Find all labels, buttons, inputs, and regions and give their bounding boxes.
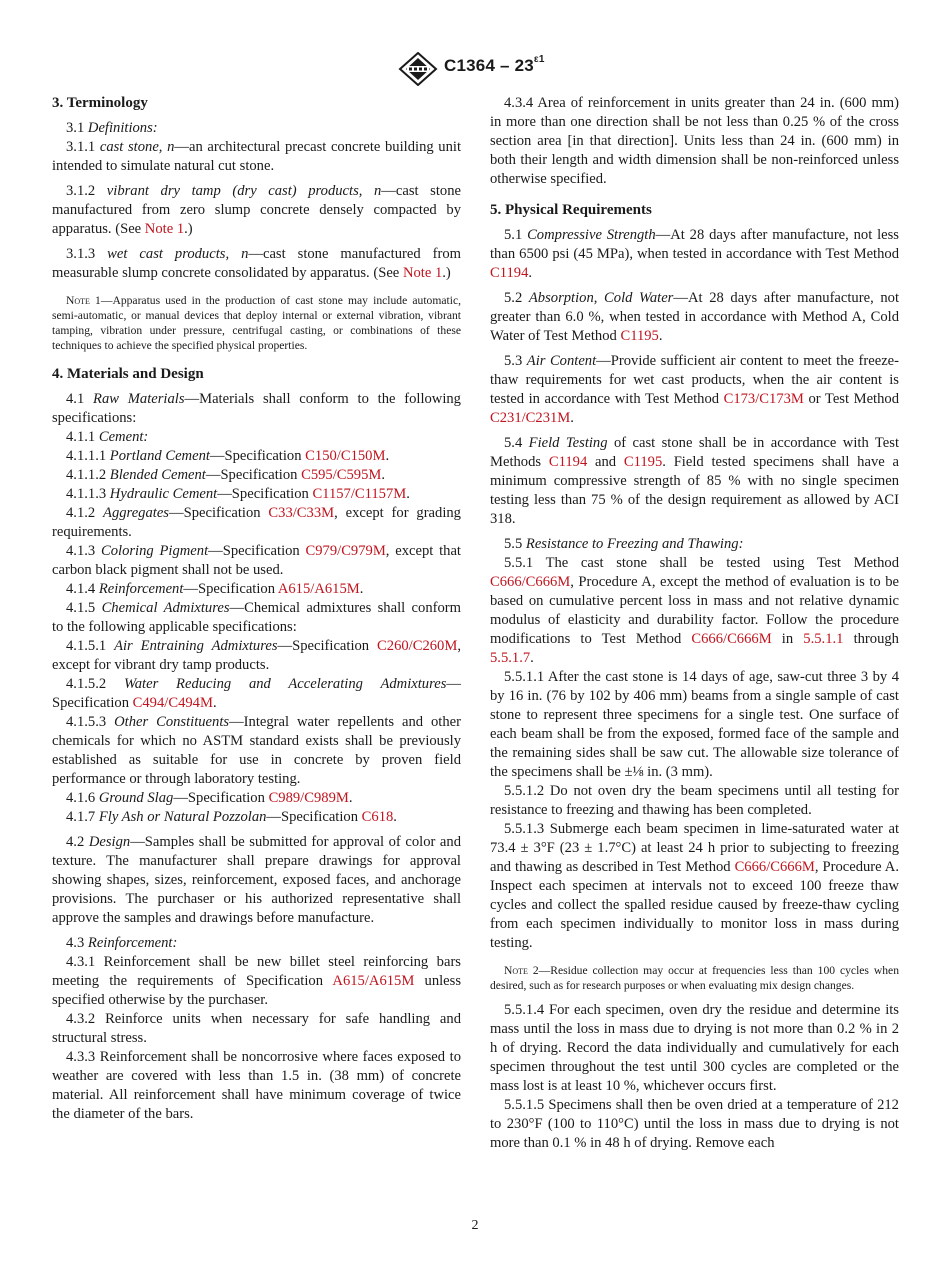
spec-link-c595[interactable]: C595/C595M bbox=[301, 467, 382, 483]
para-3-1-1: 3.1.1 cast stone, n—an architectural precast concrete building unit intended to simulate natural cut stone. bbox=[52, 139, 462, 174]
page-header bbox=[0, 50, 950, 84]
spec-link-c666[interactable]: C666/C666M bbox=[734, 859, 815, 875]
spec-link-c150[interactable]: C150/C150M bbox=[305, 448, 386, 464]
astm-logo-icon bbox=[398, 52, 438, 86]
spec-link-c1194[interactable]: C1194 bbox=[548, 454, 588, 470]
para-5-5-1-2: 5.5.1.2 Do not oven dry the beam specimens until all testing for resistance to freezing and thawing has been completed. bbox=[490, 783, 899, 818]
para-4-1-1: 4.1.1 Cement: bbox=[66, 429, 149, 445]
para-5-5-1: 5.5.1 The cast stone shall be tested using Test Method C666/C666M, Procedure A, except the method of evaluation is to be based on cumulative percent loss in mass and not relative dynamic modulus of elasticity and durability factor. Follow the procedure modifications to Test Method C666/C666M in 5.5.1.1 through 5.5.1.7. bbox=[490, 555, 899, 666]
para-4-1-1-1: 4.1.1.1 Portland Cement—Specification C150/C150M. bbox=[66, 448, 390, 464]
section-5-heading: 5. Physical Requirements bbox=[490, 202, 652, 218]
page-number: 2 bbox=[471, 1218, 479, 1233]
spec-link-c1195[interactable]: C1195 bbox=[620, 328, 659, 344]
spec-link-c494[interactable]: C494/C494M bbox=[132, 695, 213, 711]
para-4-1-1-2: 4.1.1.2 Blended Cement—Specification C595/C595M. bbox=[66, 467, 386, 483]
section-link-5-5-1-7[interactable]: 5.5.1.7 bbox=[490, 650, 531, 666]
spec-link-c989[interactable]: C989/C989M bbox=[268, 790, 349, 806]
para-4-1-3: 4.1.3 Coloring Pigment—Specification C979/C979M, except that carbon black pigment shall not be used. bbox=[52, 543, 461, 578]
para-4-3-1: 4.3.1 Reinforcement shall be new billet steel reinforcing bars meeting the requirements of Specification A615/A615M unless specified otherwise by the purchaser. bbox=[52, 954, 462, 1008]
para-5-5: 5.5 Resistance to Freezing and Thawing: bbox=[504, 536, 744, 552]
para-4-2: 4.2 Design—Samples shall be submitted for approval of color and texture. The manufacturer shall prepare drawings for approval showing shapes, sizes, reinforcement, exposed faces, and anchorage provisions. The purchaser or his authorized representative shall approve the samples and drawings before manufacture. bbox=[52, 834, 461, 926]
para-5-5-1-4: 5.5.1.4 For each specimen, oven dry the residue and determine its mass until the loss in mass due to drying is not more than 0.2 % in 2 h of drying. Record the data individually and cumulatively for each specimen throughout the test until 300 cycles are completed or the mass lost is at least 10 %, whichever occurs first. bbox=[490, 1002, 899, 1094]
spec-link-c1195[interactable]: C1195 bbox=[623, 454, 663, 470]
right-column bbox=[490, 94, 899, 1153]
para-4-1-7: 4.1.7 Fly Ash or Natural Pozzolan—Specification C618. bbox=[66, 809, 397, 825]
para-4-1-5-2: 4.1.5.2 Water Reducing and Accelerating Admixtures—Specification C494/C494M. bbox=[52, 676, 461, 711]
para-3-1-2: 3.1.2 vibrant dry tamp (dry cast) products, n—cast stone manufactured from zero slump concrete densely compacted by apparatus. (See Note 1.) bbox=[52, 183, 461, 237]
section-3-heading: 3. Terminology bbox=[52, 95, 148, 111]
section-link-5-5-1-1[interactable]: 5.5.1.1 bbox=[803, 631, 844, 647]
spec-link-c33[interactable]: C33/C33M bbox=[268, 505, 335, 521]
note-1-link[interactable]: Note 1 bbox=[402, 265, 443, 281]
para-4-3-2: 4.3.2 Reinforce units when necessary for safe handling and structural stress. bbox=[52, 1011, 461, 1046]
spec-link-c618[interactable]: C618 bbox=[361, 809, 394, 825]
spec-link-c173[interactable]: C173/C173M bbox=[723, 391, 804, 407]
para-4-1-1-3: 4.1.1.3 Hydraulic Cement—Specification C1157/C1157M. bbox=[66, 486, 410, 502]
note-1-link[interactable]: Note 1 bbox=[144, 221, 185, 237]
para-5-1: 5.1 Compressive Strength—At 28 days after manufacture, not less than 6500 psi (45 MPa), when tested in accordance with Test Method C1194. bbox=[490, 227, 899, 281]
para-4-3-4: 4.3.4 Area of reinforcement in units greater than 24 in. (600 mm) in more than one direction shall be not less than 0.25 % of the cross section area [in that direction]. Units less than 24 in. (600 mm) in both their length and width dimension shall be non-reinforced unless otherwise specified. bbox=[490, 95, 900, 187]
para-5-5-1-1: 5.5.1.1 After the cast stone is 14 days of age, saw-cut three 3 by 4 by 16 in. (76 by 102 by 406 mm) beams from a single sample of cast stone to represent three specimens for a single test. One surface of each beam shall be from the exposed, formed face of the sample and the remaining sides shall be saw cut. The allowable size tolerance of the specimens shall be ±⅛ in. (3 mm). bbox=[490, 669, 899, 780]
spec-link-c979[interactable]: C979/C979M bbox=[305, 543, 386, 559]
spec-link-a615[interactable]: A615/A615M bbox=[277, 581, 360, 597]
para-5-3: 5.3 Air Content—Provide sufficient air content to meet the freeze-thaw requirements for wet cast products, when the air content is tested in accordance with Test Method C173/C173M or Test Method C231/C231M. bbox=[490, 353, 900, 426]
para-3-1: 3.1 Definitions: bbox=[66, 120, 158, 136]
spec-link-c1194[interactable]: C1194 bbox=[490, 265, 529, 281]
section-4-heading: 4. Materials and Design bbox=[52, 366, 204, 382]
spec-link-c666[interactable]: C666/C666M bbox=[691, 631, 772, 647]
para-4-1-4: 4.1.4 Reinforcement—Specification A615/A615M. bbox=[66, 581, 364, 597]
para-4-1-5-1: 4.1.5.1 Air Entraining Admixtures—Specification C260/C260M, except for vibrant dry tamp products. bbox=[52, 638, 461, 673]
note-1: Note 1—Apparatus used in the production of cast stone may include automatic, semi-automatic, or manual devices that deploy internal or external vibration, vibrant tamping, vibration under pressure, centrifugal casting, or combinations of these techniques to achieve the specified physical properties. bbox=[52, 294, 461, 352]
para-5-5-1-5: 5.5.1.5 Specimens shall then be oven dried at a temperature of 212 to 230°F (100 to 110°C) until the loss in mass due to drying is not more than 0.1 % in 48 h of drying. Remove each bbox=[490, 1097, 899, 1151]
spec-link-a615[interactable]: A615/A615M bbox=[332, 973, 415, 989]
para-4-3: 4.3 Reinforcement: bbox=[66, 935, 178, 951]
spec-link-c666[interactable]: C666/C666M bbox=[490, 574, 571, 590]
para-4-1-6: 4.1.6 Ground Slag—Specification C989/C989M. bbox=[66, 790, 353, 806]
para-5-5-1-3: 5.5.1.3 Submerge each beam specimen in lime-saturated water at 73.4 ± 3°F (23 ± 1.7°C) at least 24 h prior to subjecting to freezing and thawing as described in Test Method C666/C666M, Procedure A. Inspect each specimen at intervals not to exceed 100 freeze thaw cycles and collect the spalled residue caused by freeze-thaw cycling from each specimen individually to monitor loss in mass during testing. bbox=[490, 821, 899, 951]
para-4-3-3: 4.3.3 Reinforcement shall be noncorrosive where faces exposed to weather are covered with less than 1.5 in. (38 mm) of concrete material. All reinforcement shall have minimum coverage of twice the diameter of the bars. bbox=[52, 1049, 462, 1122]
para-4-1-5: 4.1.5 Chemical Admixtures—Chemical admixtures shall conform to the following applicable specifications: bbox=[52, 600, 461, 635]
para-5-2: 5.2 Absorption, Cold Water—At 28 days after manufacture, not greater than 6.0 %, when tested in accordance with Method A, Cold Water of Test Method C1195. bbox=[490, 290, 899, 344]
note-2: Note 2—Residue collection may occur at frequencies less than 100 cycles when desired, such as for research purposes or when evaluating mix design changes. bbox=[490, 964, 899, 992]
document-designation: $C1364 - 23^{\varepsilon 1}$ bbox=[444, 54, 545, 75]
para-4-1-5-3: 4.1.5.3 Other Constituents—Integral water repellents and other chemicals for which no ASTM standard exists shall be previously established as suitable for use in concrete by proven field performance or through laboratory testing. bbox=[52, 714, 461, 787]
para-4-1: 4.1 Raw Materials—Materials shall conform to the following specifications: bbox=[52, 391, 461, 426]
spec-link-c231[interactable]: C231/C231M bbox=[490, 410, 571, 426]
spec-link-c1157[interactable]: C1157/C1157M bbox=[312, 486, 407, 502]
para-3-1-3: 3.1.3 wet cast products, n—cast stone manufactured from measurable slump concrete consolidated by apparatus. (See Note 1.) bbox=[52, 246, 461, 281]
para-5-4: 5.4 Field Testing of cast stone shall be in accordance with Test Methods C1194 and C1195. Field tested specimens shall have a minimum compressive strength of 85 % with no single specimen testing less than 75 % of the design requirement as allowed by ACI 318. bbox=[490, 435, 899, 527]
spec-link-c260[interactable]: C260/C260M bbox=[377, 638, 458, 654]
left-column bbox=[52, 94, 461, 1124]
designation-superscript: ε1 bbox=[533, 54, 545, 66]
para-4-1-2: 4.1.2 Aggregates—Specification C33/C33M, except for grading requirements. bbox=[52, 505, 461, 540]
